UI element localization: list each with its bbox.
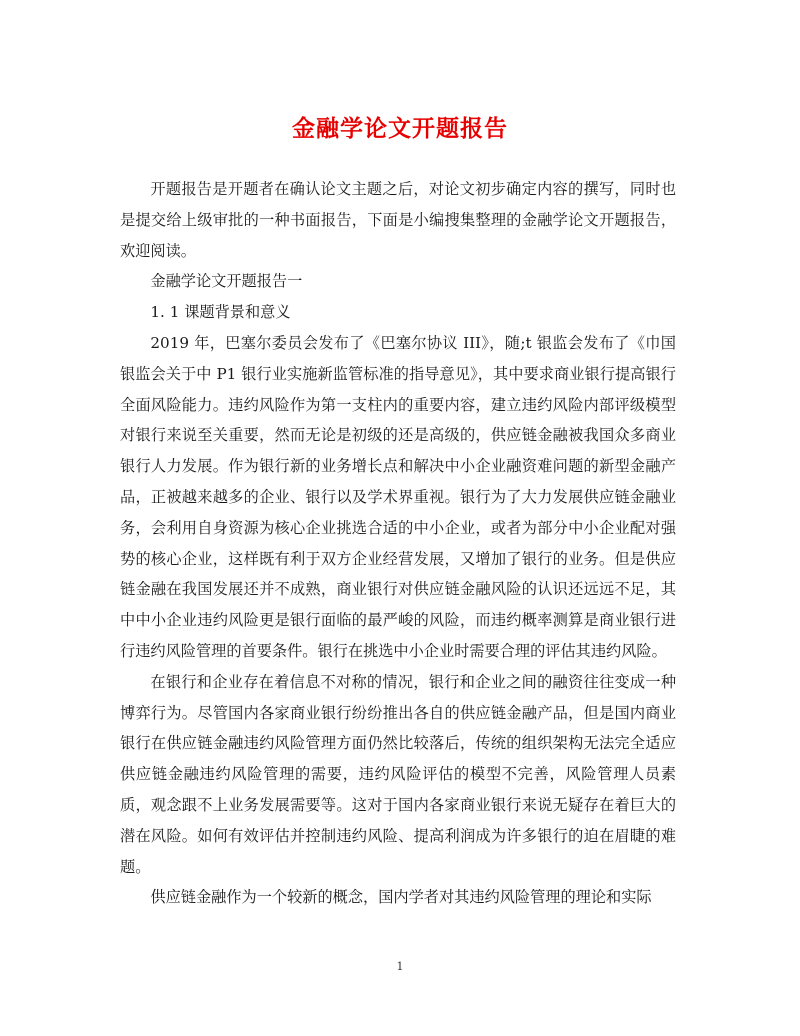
document-title: 金融学论文开题报告: [292, 115, 508, 142]
subsection-heading: 1. 1 课题背景和意义: [150, 303, 291, 322]
body-paragraph: 在银行和企业存在着信息不对称的情况，银行和企业之间的融资往往变成一种博弈行为。尽管国内各家商业银行纷纷推出各自的供应链金融产品，但是国内商业银行在供应链金融违约风险管理方面仍然比较落后，传统的组织架构无法完全适应供应链金融违约风险管理的需要，违约风险评估的模型不完善，风险管理人员素质，观念跟不上业务发展需要等。这对于国内各家商业银行来说无疑存在着巨大的潜在风险。如何有效评估并控制违约风险、提高利润成为许多银行的迫在眉睫的难题。: [120, 672, 676, 876]
intro-paragraph: 开题报告是开题者在确认论文主题之后，对论文初步确定内容的撰写，同时也是提交给上级审批的一种书面报告，下面是小编搜集整理的金融学论文开题报告，欢迎阅读。: [120, 180, 676, 260]
section-heading: 金融学论文开题报告一: [150, 272, 303, 291]
page-number: 1: [396, 960, 404, 973]
document-body: [120, 174, 676, 913]
body-paragraph: 2019 年，巴塞尔委员会发布了《巴塞尔协议 III》，随;t 银监会发布了《巾国银监会关于中 P1 银行业实施新监管标准的指导意见》，其中要求商业银行提高银行全面风险能力。违约风险作为第一支柱内的重要内容，建立违约风险内部评级模型对银行来说至关重要，然而无论是初级的还是高级的，供应链金融被我国众多商业银行人力发展。作为银行新的业务增长点和解决中小企业融资难问题的新型金融产品，正被越来越多的企业、银行以及学术界重视。银行为了大力发展供应链金融业务，会利用自身资源为核心企业挑选合适的中小企业，或者为部分中小企业配对强势的核心企业，这样既有利于双方企业经营发展，又增加了银行的业务。但是供应链金融在我国发展还并不成熟，商业银行对供应链金融风险的认识还远远不足，其中中小企业违约风险更是银行面临的最严峻的风险，而违约概率测算是商业银行进行违约风险管理的首要条件。银行在挑选中小企业时需要合理的评估其违约风险。: [120, 333, 676, 660]
body-paragraph: 供应链金融作为一个较新的概念，国内学者对其违约风险管理的理论和实际: [150, 888, 652, 907]
